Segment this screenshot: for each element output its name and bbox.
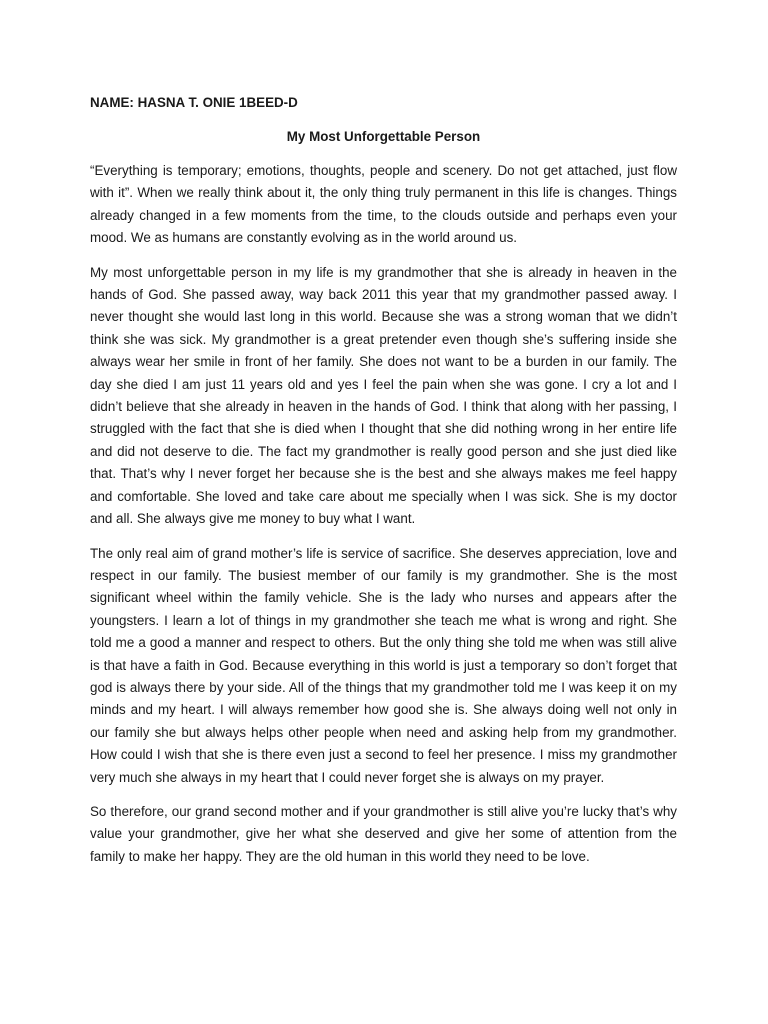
paragraph-1: “Everything is temporary; emotions, thoughts, people and scenery. Do not get attached, just flow with it”. When we really think about it, the only thing truly permanent in this life is changes. Things already changed in a few moments from the time, to the clouds outside and perhaps even your mood. We as humans are constantly evolving as in the world around us. [90, 163, 677, 246]
paragraph-4: So therefore, our grand second mother and if your grandmother is still alive you’re lucky that’s why value your grandmother, give her what she deserved and give her some of attention from the family to make her happy. They are the old human in this world they need to be love. [90, 803, 677, 864]
essay-title: My Most Unforgettable Person [286, 129, 481, 144]
paragraph-3: The only real aim of grand mother’s life is service of sacrifice. She deserves appreciation, love and respect in our family. The busiest member of our family is my grandmother. She is the most significant wheel within the family vehicle. She is the lady who nurses and appears after the youngsters. I learn a lot of things in my grandmother she teach me what is wrong and right. She told me a good a manner and respect to others. But the only thing she told me when was still alive is that have a faith in God. Because everything in this world is just a temporary so don’t forget that god is always there by your side. All of the things that my grandmother told me I was keep it on my minds and my heart. I will always remember how good she is. She always doing well not only in our family she but always helps other people when need and asking help from my grandmother. How could I wish that she is there even just a second to feel her presence. I miss my grandmother very much she always in my heart that I could never forget she is always on my prayer. [90, 545, 677, 785]
document-page [90, 92, 677, 880]
student-name-line: NAME: HASNA T. ONIE 1BEED-D [90, 95, 298, 110]
paragraph-2: My most unforgettable person in my life is my grandmother that she is already in heaven in the hands of God. She passed away, way back 2011 this year that my grandmother passed away. I never thought she would last long in this world. Because she was a strong woman that we didn’t think she was sick. My grandmother is a great pretender even though she’s suffering inside she always wear her smile in front of her family. She does not want to be a burden in our family. The day she died I am just 11 years old and yes I feel the pain when she was gone. I cry a lot and I didn’t believe that she already in heaven in the hands of God. I think that along with her passing, I struggled with the fact that she is died when I thought that she did nothing wrong in her entire life and did not deserve to die. The fact my grandmother is really good person and she just died like that. That’s why I never forget her because she is the best and she always makes me feel happy and comfortable. She loved and take care about me specially when I was sick. She is my doctor and all. She always give me money to buy what I want. [90, 264, 677, 527]
